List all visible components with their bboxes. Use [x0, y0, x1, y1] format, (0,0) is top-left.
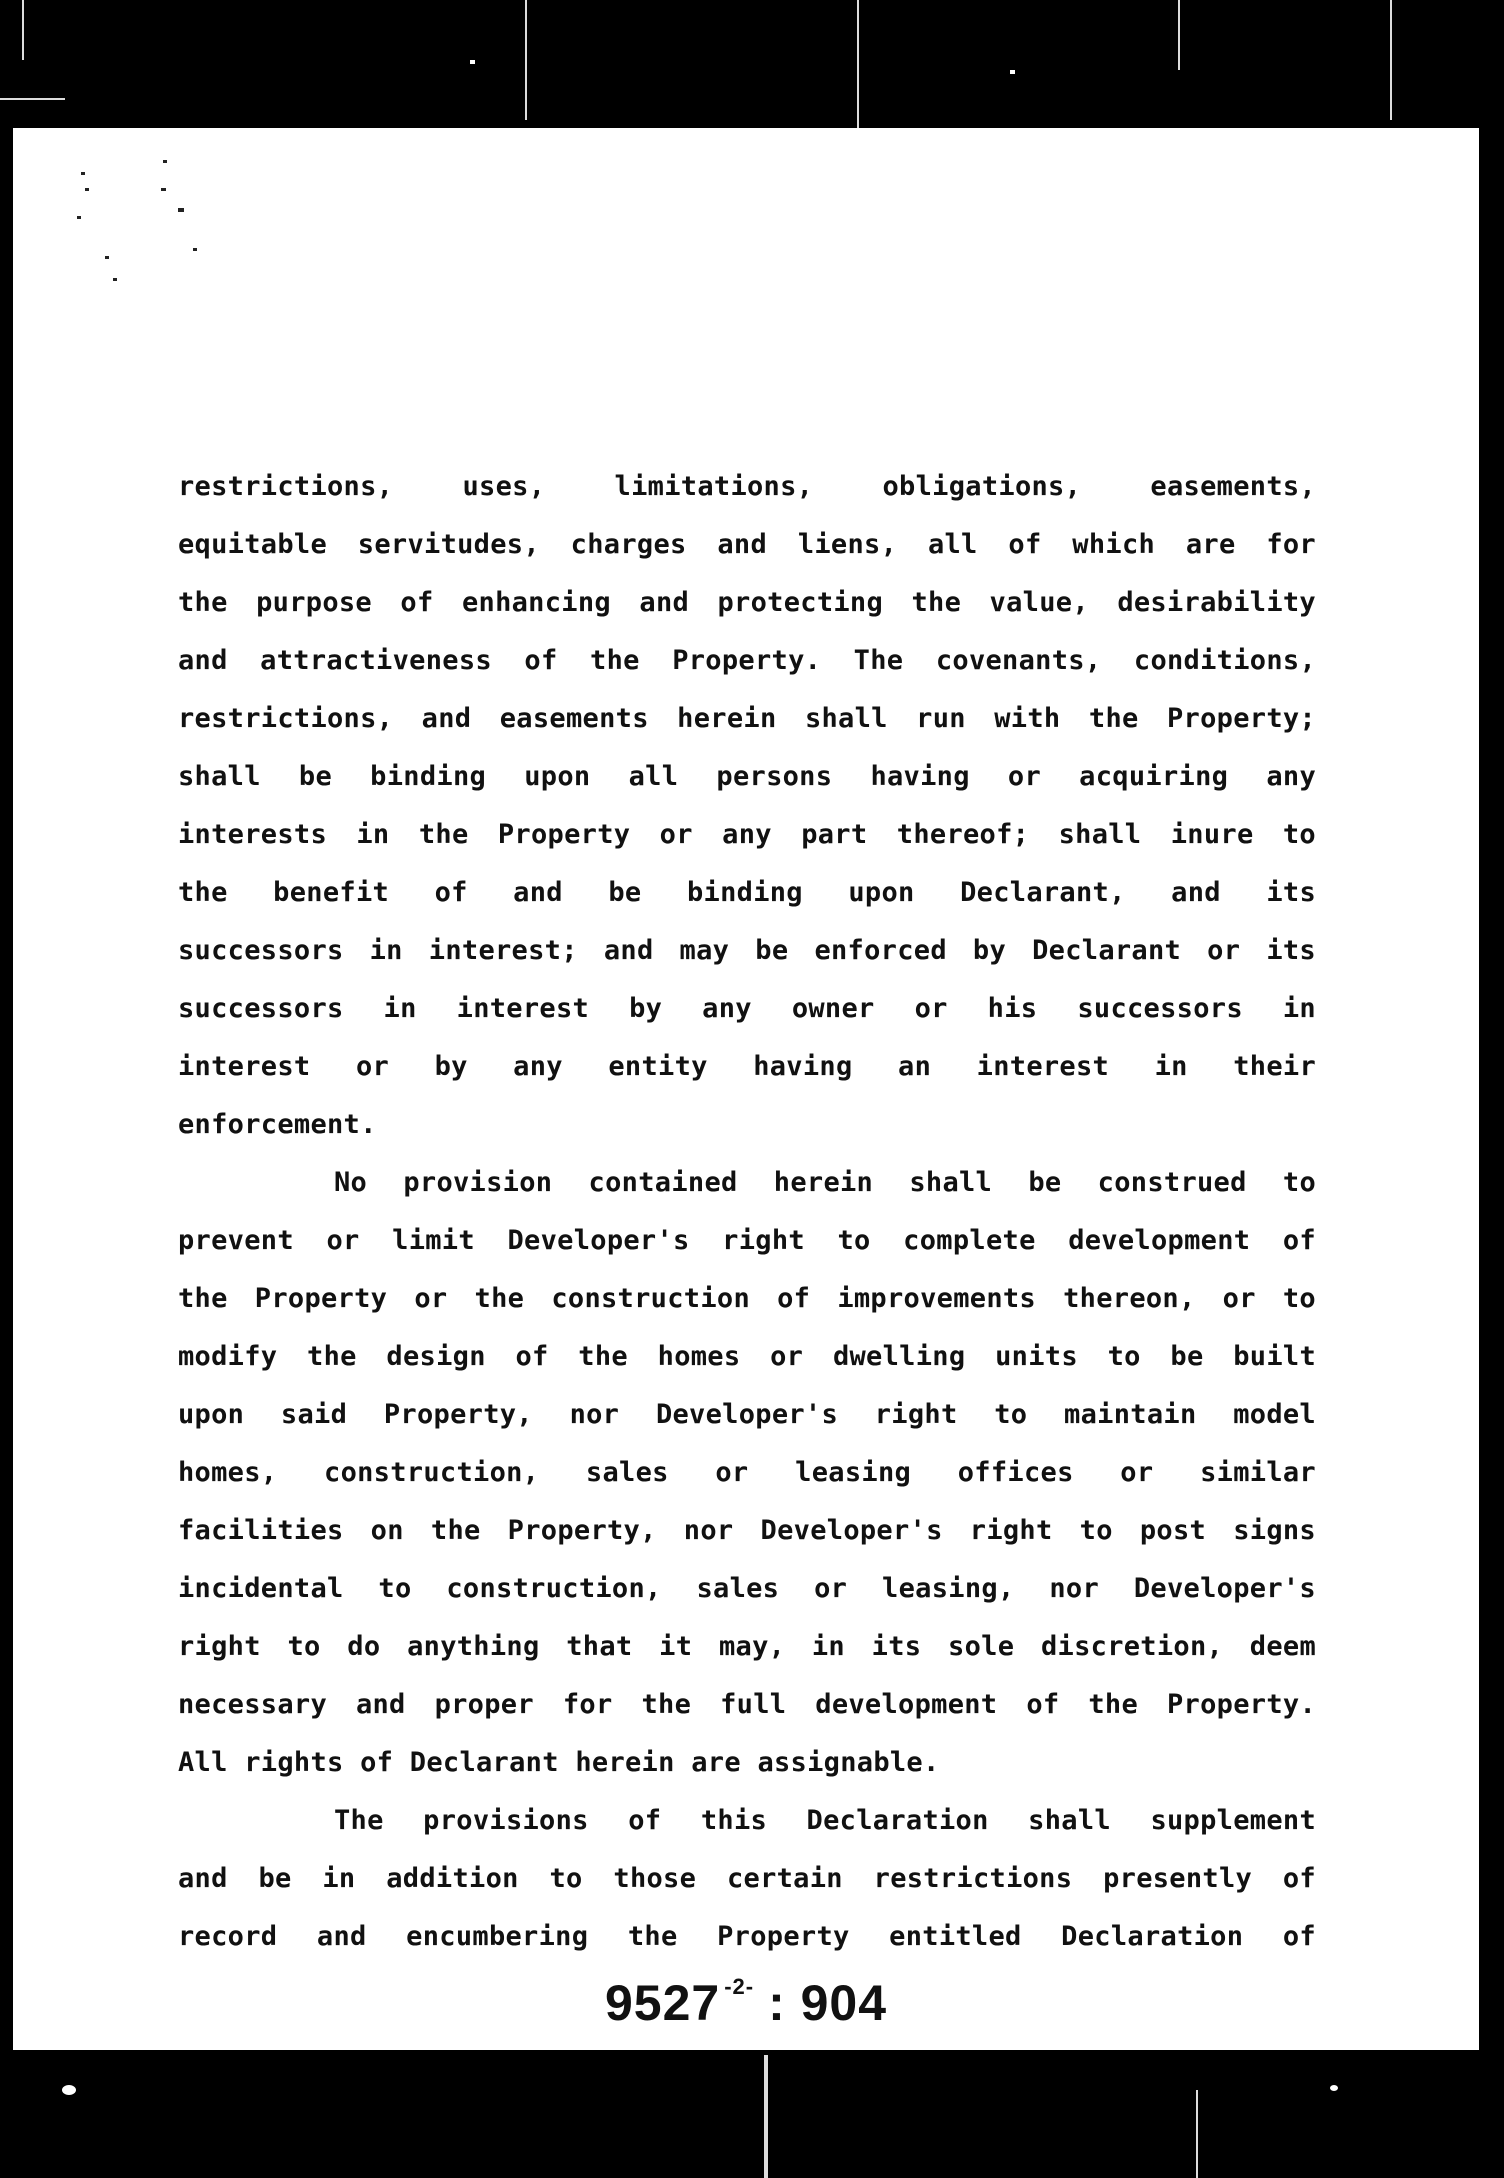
text-line: the benefit of and be binding upon Declarant, and its — [178, 877, 1316, 908]
text-line: successors in interest; and may be enforced by Declarant or its — [178, 935, 1316, 966]
page-number: -2- — [724, 1974, 755, 1999]
text-line: upon said Property, nor Developer's right to maintain model — [178, 1399, 1316, 1430]
text-line: successors in interest by any owner or his successors in — [178, 993, 1316, 1024]
scan-speck — [105, 256, 109, 259]
scan-speck — [163, 160, 167, 163]
scan-speck — [1010, 70, 1015, 74]
scan-artifact-line — [525, 0, 527, 120]
text-line: and attractiveness of the Property. The covenants, conditions, — [178, 645, 1316, 676]
page-reference: : 904 — [768, 1975, 888, 2031]
scan-speck — [81, 172, 85, 175]
text-line: shall be binding upon all persons having or acquiring any — [178, 761, 1316, 792]
scan-speck — [161, 188, 166, 191]
text-line: equitable servitudes, charges and liens, all of which are for — [178, 529, 1316, 560]
scan-artifact-line — [0, 98, 65, 100]
scan-speck — [85, 188, 89, 191]
text-line: restrictions, uses, limitations, obligations, easements, — [178, 471, 1316, 502]
text-line: the purpose of enhancing and protecting the value, desirability — [178, 587, 1316, 618]
scan-artifact-line — [22, 0, 24, 60]
text-line: and be in addition to those certain restrictions presently of — [178, 1863, 1316, 1894]
text-line: prevent or limit Developer's right to complete development of — [178, 1225, 1316, 1256]
document-body — [178, 458, 1316, 1966]
text-line: homes, construction, sales or leasing offices or similar — [178, 1457, 1316, 1488]
scan-speck — [178, 208, 184, 212]
text-line: No provision contained herein shall be construed to — [334, 1167, 1316, 1198]
text-line: enforcement. — [178, 1109, 377, 1140]
scan-speck — [62, 2085, 76, 2095]
text-line: restrictions, and easements herein shall run with the Property; — [178, 703, 1316, 734]
text-line: interest or by any entity having an interest in their — [178, 1051, 1316, 1082]
text-line: record and encumbering the Property entitled Declaration of — [178, 1921, 1316, 1952]
scan-speck — [470, 60, 475, 64]
scan-speck — [193, 248, 197, 251]
scan-artifact-line — [1178, 0, 1180, 70]
page-footer — [13, 1974, 1479, 2032]
text-line: interests in the Property or any part thereof; shall inure to — [178, 819, 1316, 850]
scan-speck — [113, 278, 117, 281]
text-line: facilities on the Property, nor Developer's right to post signs — [178, 1515, 1316, 1546]
document-page — [13, 128, 1479, 2050]
text-line: the Property or the construction of improvements thereon, or to — [178, 1283, 1316, 1314]
text-line: The provisions of this Declaration shall supplement — [334, 1805, 1316, 1836]
text-line: incidental to construction, sales or leasing, nor Developer's — [178, 1573, 1316, 1604]
scan-artifact-line — [764, 2055, 768, 2178]
scan-artifact-line — [1390, 0, 1392, 120]
scan-speck — [1330, 2085, 1338, 2091]
scan-artifact-line — [1196, 2090, 1198, 2178]
book-number: 9527 — [604, 1975, 721, 2031]
scan-speck — [77, 216, 81, 219]
text-line: All rights of Declarant herein are assignable. — [178, 1747, 940, 1778]
text-line: right to do anything that it may, in its sole discretion, deem — [178, 1631, 1316, 1662]
text-line: necessary and proper for the full development of the Property. — [178, 1689, 1316, 1720]
scan-artifact-line — [857, 0, 859, 128]
text-line: modify the design of the homes or dwelling units to be built — [178, 1341, 1316, 1372]
